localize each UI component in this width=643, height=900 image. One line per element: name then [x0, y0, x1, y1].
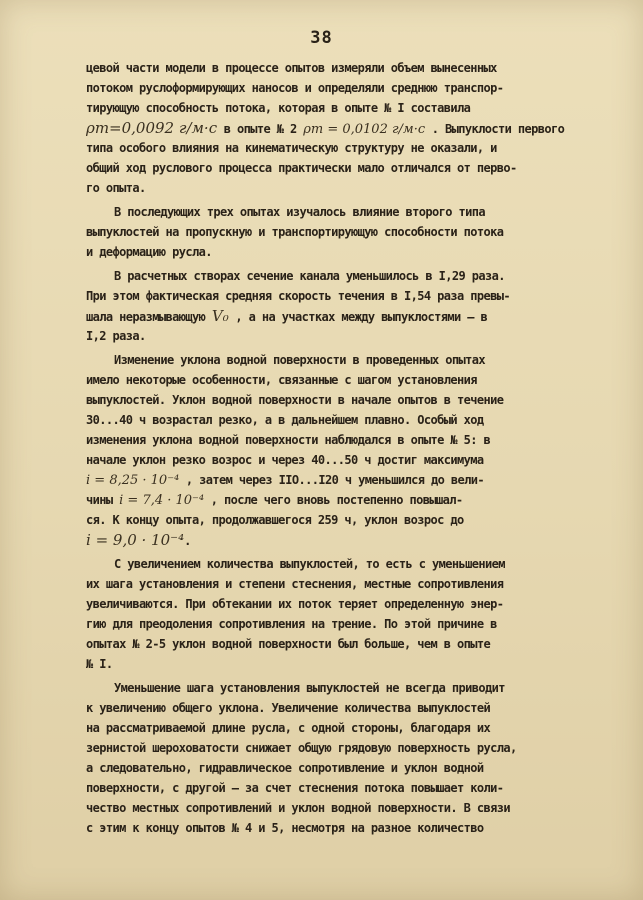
text-line: потоком руслоформирующих наносов и определяли среднюю транспор-	[86, 81, 504, 95]
text-line: поверхности, с другой – за счет стеснения потока повышает коли-	[86, 781, 504, 795]
text-line: общий ход руслового процесса практически мало отличался от перво-	[86, 161, 517, 175]
text-line	[86, 490, 614, 510]
text-line: зернистой шероховатости снижает общую грядовую поверхность русла,	[86, 741, 517, 755]
text-line: опытах № 2-5 уклон водной поверхности был больше, чем в опыте	[86, 637, 491, 651]
text-line: выпуклостей. Уклон водной поверхности в начале опытов в течение	[86, 393, 504, 407]
text-line: типа особого влияния на кинематическую структуру не оказали, и	[86, 141, 497, 155]
text-line: ся. К концу опыта, продолжавшегося 259 ч, уклон возрос до	[86, 513, 464, 527]
text-segment: чины	[86, 493, 120, 507]
text-line: а следовательно, гидравлическое сопротивление и уклон водной	[86, 761, 484, 775]
text-line: их шага установления и степени стеснения, местные сопротивления	[86, 577, 504, 591]
text-segment: .	[184, 534, 191, 548]
handwritten-formula: i = 7,4 · 10⁻⁴	[119, 493, 205, 508]
text-line: В последующих трех опытах изучалось влияние второго типа	[114, 205, 485, 219]
text-line: изменения уклона водной поверхности наблюдался в опыте № 5: в	[86, 433, 491, 447]
text-line: и деформацию русла.	[86, 245, 212, 259]
text-line: 30...40 ч возрастал резко, а в дальнейшем плавно. Особый ход	[86, 413, 484, 427]
text-line: гию для преодоления сопротивления на трение. По этой причине в	[86, 617, 497, 631]
text-segment: шала неразмывающую	[86, 310, 212, 324]
text-line: цевой части модели в процессе опытов измеряли объем вынесенных	[86, 61, 497, 75]
text-line: I,2 раза.	[86, 329, 146, 343]
text-line	[86, 118, 614, 138]
text-segment: , а на участках между выпуклостями – в	[228, 310, 488, 324]
handwritten-formula: i = 8,25 · 10⁻⁴	[86, 473, 180, 488]
text-line: Уменьшение шага установления выпуклостей не всегда приводит	[114, 681, 505, 695]
text-line: выпуклостей на пропускную и транспортирующую способности потока	[86, 225, 504, 239]
text-line: на рассматриваемой длине русла, с одной стороны, благодаря их	[86, 721, 491, 735]
text-line	[86, 470, 614, 490]
text-line: к увеличению общего уклона. Увеличение количества выпуклостей	[86, 701, 491, 715]
text-line: При этом фактическая средняя скорость течения в I,54 раза превы-	[86, 289, 510, 303]
text-segment: в опыте № 2	[217, 122, 304, 136]
text-line: с этим к концу опытов № 4 и 5, несмотря на разное количество	[86, 821, 484, 835]
handwritten-formula: V₀	[211, 307, 229, 325]
text-line: № I.	[86, 657, 113, 671]
text-segment: , после чего вновь постепенно повышал-	[204, 493, 463, 507]
body-text	[86, 58, 614, 838]
text-line: го опыта.	[86, 181, 146, 195]
handwritten-formula: i = 9,0 · 10⁻⁴	[86, 531, 185, 549]
page-number: 38	[310, 28, 333, 48]
text-line: тирующую способность потока, которая в опыте № I составила	[86, 101, 471, 115]
text-line: В расчетных створах сечение канала уменьшилось в I,29 раза.	[114, 269, 505, 283]
handwritten-formula: ρт = 0,0102 г/м·с	[303, 122, 426, 137]
text-line: начале уклон резко возрос и через 40...50 ч достиг максимума	[86, 453, 484, 467]
handwritten-formula: ρт=0,0092 г/м·с	[86, 119, 218, 137]
text-line: чество местных сопротивлений и уклон водной поверхности. В связи	[86, 801, 510, 815]
text-line: имело некоторые особенности, связанные с шагом установления	[86, 373, 477, 387]
text-segment: , затем через IIO...I20 ч уменьшился до вели-	[179, 473, 485, 487]
text-line	[86, 306, 614, 326]
text-line	[86, 530, 614, 550]
text-line: С увеличением количества выпуклостей, то есть с уменьшением	[114, 557, 505, 571]
text-segment: . Выпуклости первого	[425, 122, 565, 136]
text-line: Изменение уклона водной поверхности в проведенных опытах	[114, 353, 485, 367]
text-line: увеличиваются. При обтекании их поток теряет определенную энер-	[86, 597, 504, 611]
